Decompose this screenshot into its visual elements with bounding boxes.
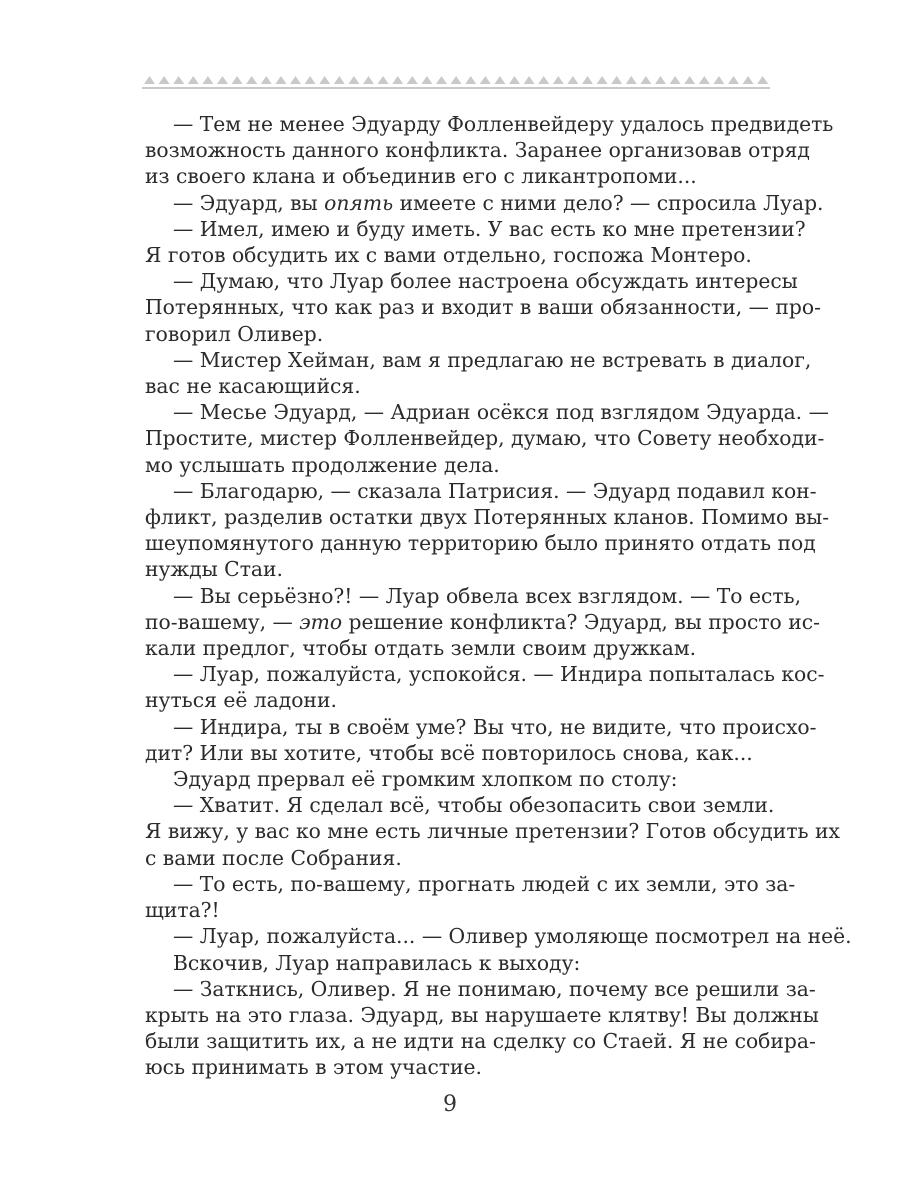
ornament-triangle <box>611 76 622 84</box>
paragraph <box>145 347 812 399</box>
ornament-triangle <box>757 76 768 84</box>
body-text <box>145 111 852 1081</box>
ornament-triangle <box>392 76 403 84</box>
ornament-triangle <box>159 76 170 84</box>
ornament-triangle <box>494 76 505 84</box>
paragraph <box>145 583 820 662</box>
ornament-triangle <box>553 76 564 84</box>
paragraph <box>145 268 821 347</box>
text-line: — Мистер Хейман, вам я предлагаю не встревать в диалог, <box>173 347 812 372</box>
ornament-triangle <box>421 76 432 84</box>
ornament-triangle <box>626 76 637 84</box>
ornament-triangle <box>246 76 257 84</box>
ornament-triangle <box>173 76 184 84</box>
paragraph <box>145 216 806 268</box>
text-line: были защитить их, а не идти на сделку со Стаей. Я не собира- <box>145 1029 816 1054</box>
text-line: — Луар, пожалуйста, успокойся. — Индира попыталась кос- <box>173 662 825 687</box>
ornament-triangle <box>684 76 695 84</box>
ornament-triangle <box>713 76 724 84</box>
text-line: Потерянных, что как раз и входит в ваши обязанности, — про- <box>145 295 821 320</box>
text-line: мо услышать продолжение дела. <box>145 452 500 477</box>
paragraph <box>145 661 825 713</box>
ornament-triangle <box>567 76 578 84</box>
ornament-triangle <box>217 76 228 84</box>
text-line: юсь принимать в этом участие. <box>145 1055 482 1080</box>
ornament-triangle <box>232 76 243 84</box>
text-line: дит? Или вы хотите, чтобы всё повторилось снова, как... <box>145 740 753 765</box>
text-line: нуться её ладони. <box>145 688 337 713</box>
text-line: — Луар, пожалуйста... — Оливер умоляюще посмотрел на неё. <box>173 924 852 949</box>
ornament-triangle <box>670 76 681 84</box>
text-line: Простите, мистер Фолленвейдер, думаю, что Совету необходи- <box>145 426 825 451</box>
text-line: из своего клана и объединив его с ликантропоми... <box>145 164 697 189</box>
ornament-triangle <box>319 76 330 84</box>
ornament-triangle <box>699 76 710 84</box>
ornament-triangle <box>597 76 608 84</box>
text-line: фликт, разделив остатки двух Потерянных кланов. Помимо вы- <box>145 505 830 530</box>
ornament-triangle <box>728 76 739 84</box>
text-line: — Имел, имею и буду иметь. У вас есть ко мне претензии? <box>173 216 806 241</box>
ornament-rule <box>142 87 770 89</box>
ornament-triangle <box>465 76 476 84</box>
ornament-triangle <box>582 76 593 84</box>
ornament-triangle <box>524 76 535 84</box>
ornament-triangle <box>275 76 286 84</box>
text-line: — Эдуард, вы опять имеете с ними дело? — спросила Луар. <box>173 190 824 215</box>
text-line: — Благодарю, — сказала Патрисия. — Эдуард подавил кон- <box>173 478 817 503</box>
paragraph <box>145 111 834 190</box>
paragraph <box>145 478 830 583</box>
ornament-triangle <box>290 76 301 84</box>
ornament-triangle <box>305 76 316 84</box>
ornament-triangle <box>348 76 359 84</box>
text-line: по-вашему, — это решение конфликта? Эдуард, вы просто ис- <box>145 609 820 634</box>
ornament-triangle <box>436 76 447 84</box>
text-line: — Индира, ты в своём уме? Вы что, не видите, что происхо- <box>173 714 817 739</box>
text-line: — Вы серьёзно?! — Луар обвела всех взглядом. — То есть, <box>173 583 802 608</box>
text-line: шеупомянутого данную территорию было принято отдать под <box>145 531 816 556</box>
ornament-triangle <box>407 76 418 84</box>
ornament-triangle <box>509 76 520 84</box>
paragraph <box>145 871 796 923</box>
paragraph <box>145 714 817 766</box>
ornament-triangle <box>743 76 754 84</box>
ornament-triangle <box>480 76 491 84</box>
text-line: нужды Стаи. <box>145 557 283 582</box>
ornament-triangle <box>363 76 374 84</box>
decorative-header-ornament <box>142 74 770 94</box>
ornament-triangle <box>261 76 272 84</box>
text-line: вас не касающийся. <box>145 374 361 399</box>
ornament-triangle <box>538 76 549 84</box>
text-line: — Заткнись, Оливер. Я не понимаю, почему все решили за- <box>173 976 816 1001</box>
text-line: с вами после Собрания. <box>145 845 402 870</box>
ornament-triangle <box>334 76 345 84</box>
paragraph <box>145 399 829 478</box>
text-line: щита?! <box>145 898 220 923</box>
paragraph <box>145 976 819 1081</box>
ornament-triangle <box>144 76 155 84</box>
text-line: — Хватит. Я сделал всё, чтобы обезопасить свои земли. <box>173 793 775 818</box>
text-line: Эдуард прервал её громким хлопком по столу: <box>173 767 678 792</box>
page-number: 9 <box>443 1092 457 1117</box>
paragraph <box>145 923 852 949</box>
text-line: — То есть, по-вашему, прогнать людей с их земли, это за- <box>173 871 796 896</box>
paragraph <box>145 950 767 976</box>
paragraph <box>145 792 840 871</box>
text-line: Я вижу, у вас ко мне есть личные претензии? Готов обсудить их <box>145 819 840 844</box>
text-line: возможность данного конфликта. Заранее организовав отряд <box>145 138 810 163</box>
ornament-triangle <box>655 76 666 84</box>
text-line: крыть на это глаза. Эдуард, вы нарушаете клятву! Вы должны <box>145 1002 819 1027</box>
text-line: говорил Оливер. <box>145 321 324 346</box>
paragraph <box>145 190 824 216</box>
ornament-triangle <box>188 76 199 84</box>
ornament-triangle <box>451 76 462 84</box>
text-line: Я готов обсудить их с вами отдельно, госпожа Монтеро. <box>145 243 752 268</box>
text-line: кали предлог, чтобы отдать земли своим дружкам. <box>145 636 697 661</box>
ornament-triangle <box>202 76 213 84</box>
text-line: Вскочив, Луар направилась к выходу: <box>173 950 581 975</box>
text-line: — Месье Эдуард, — Адриан осёкся под взглядом Эдуарда. — <box>173 400 829 425</box>
paragraph <box>145 766 767 792</box>
text-line: — Тем не менее Эдуарду Фолленвейдеру удалось предвидеть <box>173 112 834 136</box>
ornament-triangle <box>640 76 651 84</box>
ornament-triangle <box>378 76 389 84</box>
text-line: — Думаю, что Луар более настроена обсуждать интересы <box>173 269 798 294</box>
